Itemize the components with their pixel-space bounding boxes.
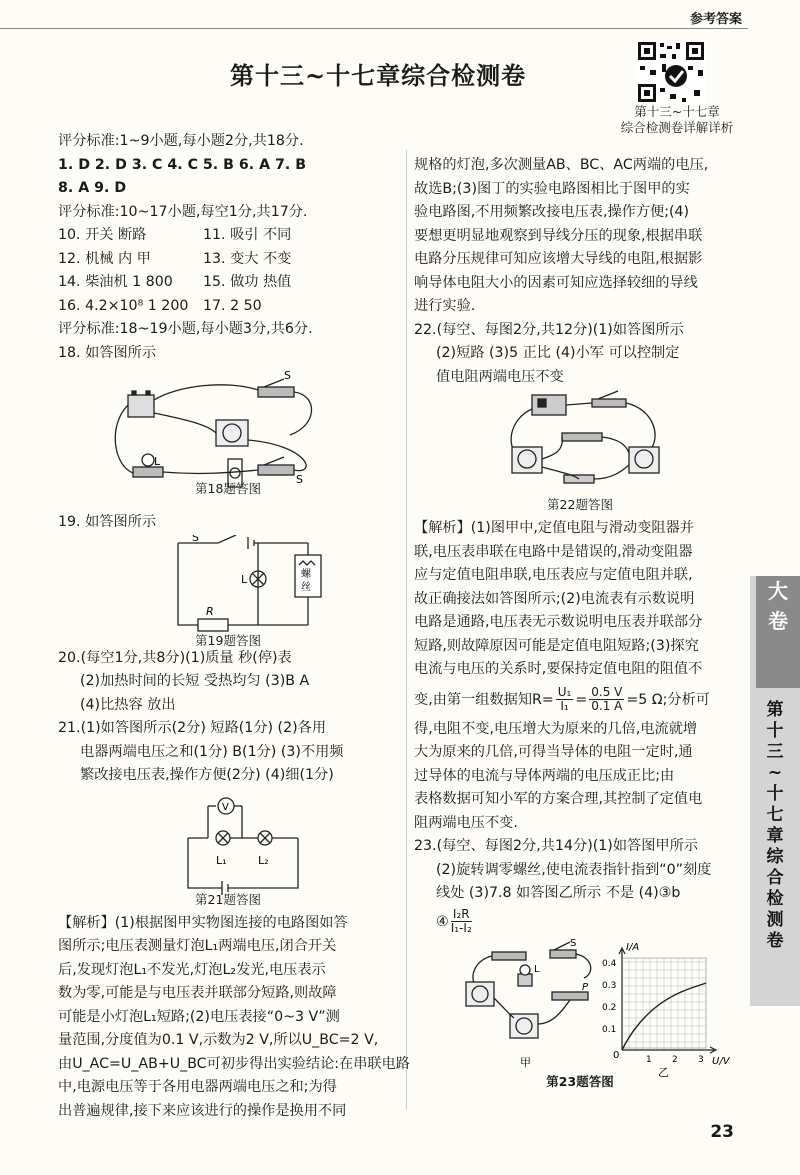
label-s1: S xyxy=(284,369,291,382)
analysis-21-continued: 规格的灯泡,多次测量AB、BC、AC两端的电压, xyxy=(414,157,709,173)
x-tick: 2 xyxy=(672,1054,678,1065)
figure-23 xyxy=(414,937,746,1089)
formula-text: ④ xyxy=(436,913,449,930)
analysis-21-continued: 要想更明显地观察到导线分压的现象,根据串联 xyxy=(414,227,703,244)
page-title: 第十三~十七章综合检测卷 xyxy=(230,61,527,90)
answer-19: 19. 如答图所示 xyxy=(58,514,157,530)
answer-23: (2)旋转调零螺丝,使电流表指针指到“0”刻度 xyxy=(436,861,712,878)
analysis-22: 大为原来的几倍,可得当导体的电阻一定时,通 xyxy=(414,744,693,760)
answer-line: 1. D 2. D 3. C 4. C 5. B 6. A 7. B xyxy=(58,156,307,173)
header-rule xyxy=(0,28,748,29)
analysis-21-continued: 验电路图,不用频繁改接电压表,操作方便;(4) xyxy=(414,204,690,220)
fraction-numerator: U₁ xyxy=(557,685,572,699)
answer-20: (2)加热时间的长短 受热均匀 (3)B A xyxy=(80,673,310,689)
y-tick: 0.4 xyxy=(602,958,617,969)
label-p: P xyxy=(582,981,589,993)
formula-text: 变,由第一组数据知R= xyxy=(414,691,554,708)
analysis-22: 短路,则故障原因可能是定值电阻短路;(3)探究 xyxy=(414,637,699,654)
figure-caption: 第18题答图 xyxy=(195,481,261,496)
analysis-21-continued: 故选B;(3)图丁的实验电路图相比于图甲的实 xyxy=(414,180,690,197)
analysis-21: 中,电源电压等于各用电器两端电压之和;为得 xyxy=(58,1079,337,1095)
qr-caption xyxy=(612,104,742,136)
answer-18: 18. 如答图所示 xyxy=(58,344,157,361)
side-tab-char: 测 xyxy=(766,910,784,930)
page-number: 23 xyxy=(710,1122,734,1142)
figure-18 xyxy=(58,365,398,505)
analysis-21: 图所示;电压表测量灯泡L₁两端电压,闭合开关 xyxy=(58,938,337,954)
figure-caption: 第19题答图 xyxy=(195,632,261,648)
analysis-21-continued: 进行实验. xyxy=(414,298,476,314)
analysis-22: 过导体的电流与导体两端的电压成正比;由 xyxy=(414,767,675,784)
analysis-21: 后,发现灯泡L₁不发光,灯泡L₂发光,电压表示 xyxy=(58,961,326,978)
label-coil: 螺 xyxy=(301,568,311,580)
label-v: V xyxy=(222,801,229,813)
header-tag: 参考答案 xyxy=(689,12,742,27)
answer-23: 23.(每空、每图2分,共14分)(1)如答图甲所示 xyxy=(414,838,698,854)
answer-15: 15. 做功 热值 xyxy=(203,274,292,290)
side-tab xyxy=(750,576,800,1006)
answer-22: (2)短路 (3)5 正比 (4)小军 可以控制定 xyxy=(436,345,680,361)
answer-14: 14. 柴油机 1 800 xyxy=(58,274,173,290)
side-tab-char: 检 xyxy=(766,889,784,909)
side-tab-char: 第 xyxy=(766,700,784,720)
analysis-22: 电流与电压的关系时,要保持定值电阻的阻值不 xyxy=(414,661,703,677)
label-jia: 甲 xyxy=(520,1055,531,1069)
side-tab-char: ~ xyxy=(767,763,783,783)
label-l1: L₁ xyxy=(216,853,227,867)
side-tab-char: 章 xyxy=(766,826,784,846)
qr-caption-line-2: 综合检测卷详解详析 xyxy=(620,120,734,135)
answer-21: 21.(1)如答图所示(2分) 短路(1分) (2)各用 xyxy=(58,720,327,736)
side-tab-char: 卷 xyxy=(766,931,784,951)
analysis-21-continued: 电路分压规律可知应该增大导线的电阻,根据影 xyxy=(414,251,703,267)
x-tick: 3 xyxy=(698,1054,704,1065)
x-tick-labels xyxy=(646,1055,704,1065)
analysis-21: 数为零,可能是与电压表并联部分短路,则故障 xyxy=(58,985,337,1001)
side-tab-char: 十 xyxy=(766,721,784,741)
answer-20: (4)比热容 放出 xyxy=(80,696,176,713)
label-l: L xyxy=(154,455,161,468)
label-l: L xyxy=(241,572,248,586)
y-tick: 0.1 xyxy=(602,1024,617,1035)
figure-caption: 第22题答图 xyxy=(547,497,613,512)
scoring-criteria: 评分标准:18~19小题,每小题3分,共6分. xyxy=(58,321,313,337)
fraction-numerator: 0.5 V xyxy=(591,685,623,699)
answer-16: 16. 4.2×10⁸ 1 200 xyxy=(58,297,189,314)
side-tab-vertical-text xyxy=(762,700,788,952)
analysis-22: 【解析】(1)图甲中,定值电阻与滑动变阻器并 xyxy=(414,520,694,536)
analysis-21: 由U_AC=U_AB+U_BC可初步得出实验结论:在串联电路 xyxy=(58,1055,410,1072)
answer-23: 线处 (3)7.8 如答图乙所示 不是 (4)③b xyxy=(436,885,681,901)
figure-caption: 第23题答图 xyxy=(546,1073,614,1089)
label-yi: 乙 xyxy=(658,1065,669,1079)
y-tick-labels xyxy=(602,959,617,1035)
label-l2: L₂ xyxy=(258,853,269,867)
side-tab-char: 十 xyxy=(766,784,784,804)
analysis-22: 电路是通路,电压表无示数说明电压表并联部分 xyxy=(414,614,703,630)
label-s: S xyxy=(192,534,199,544)
scoring-criteria: 评分标准:10~17小题,每空1分,共17分. xyxy=(58,203,308,220)
answer-20: 20.(每空1分,共8分)(1)质量 秒(停)表 xyxy=(58,649,292,666)
fraction-denominator: 0.1 A xyxy=(591,699,623,713)
graph-grid xyxy=(622,958,706,1050)
qr-caption-line-1: 第十三~十七章 xyxy=(634,104,720,119)
analysis-22: 表格数据可知小军的方案合理,其控制了定值电 xyxy=(414,791,703,807)
answer-21: 电器两端电压之和(1分) B(1分) (3)不用频 xyxy=(80,743,344,760)
analysis-22: 故正确接法如答图所示;(2)电流表有示数说明 xyxy=(414,590,695,607)
fraction-u1-i1 xyxy=(556,686,574,713)
right-column xyxy=(414,154,746,1089)
side-tab-char: 三 xyxy=(766,742,784,762)
label-s2: S xyxy=(296,473,303,486)
y-axis-label: I/A xyxy=(626,941,640,953)
label-coil: 丝 xyxy=(301,581,311,593)
side-tab-top-char: 大 xyxy=(768,579,788,603)
answer-11: 11. 吸引 不同 xyxy=(203,227,292,243)
column-divider xyxy=(406,150,407,1110)
label-l: L xyxy=(534,963,540,975)
answer-22: 值电阻两端电压不变 xyxy=(436,368,564,385)
analysis-22: 得,电阻不变,电压增大为原来的几倍,电流就增 xyxy=(414,720,698,737)
fraction-denominator: I₁-I₂ xyxy=(450,921,472,935)
side-tab-char: 综 xyxy=(766,847,784,867)
analysis-22: 阻两端电压不变. xyxy=(414,814,518,831)
figure-caption: 第21题答图 xyxy=(195,891,261,907)
answer-23-formula xyxy=(414,906,746,938)
scoring-criteria: 评分标准:1~9小题,每小题2分,共18分. xyxy=(58,133,304,149)
side-tab-top-char: 卷 xyxy=(768,609,788,633)
analysis-22: 应与定值电阻串联,电压表应与定值电阻并联, xyxy=(414,567,693,583)
answer-line: 8. A 9. D xyxy=(58,180,127,196)
analysis-21-continued: 响导体电阻大小的因素可知应选择较细的导线 xyxy=(414,274,698,291)
left-column xyxy=(58,130,410,1123)
label-s: S xyxy=(570,937,577,949)
x-axis-label: U/V xyxy=(712,1055,730,1067)
figure-21 xyxy=(58,788,398,908)
side-tab-label xyxy=(756,576,800,688)
analysis-21: 可能是小灯泡L₁短路;(2)电压表接“0~3 V”测 xyxy=(58,1008,340,1025)
analysis-22: 联,电压表串联在电路中是错误的,滑动变阻器 xyxy=(414,543,693,560)
fraction-denominator: I₁ xyxy=(560,699,569,713)
answer-21: 繁改接电压表,操作方便(2分) (4)细(1分) xyxy=(80,767,334,783)
fraction-i2r xyxy=(451,908,472,935)
y-tick: 0.3 xyxy=(602,980,617,991)
origin-label: 0 xyxy=(613,1049,620,1061)
side-tab-top-text xyxy=(756,576,800,636)
figure-22 xyxy=(414,389,746,513)
side-tab-char: 合 xyxy=(766,868,784,888)
answer-12: 12. 机械 内 甲 xyxy=(58,250,151,267)
formula-text: =5 Ω;分析可 xyxy=(626,691,710,708)
fraction-numerator: I₂R xyxy=(451,908,472,922)
y-tick: 0.2 xyxy=(602,1002,617,1013)
analysis-22-formula: 变,由第一组数据知R= $\frac{\text{U₁}}{\text{I₁}}$ = $\frac{0.5 V}{0.1 A}$ =5 Ω;分析可 xyxy=(414,685,710,713)
figure-23-drawing xyxy=(414,938,746,1086)
analysis-21: 量范围,分度值为0.1 V,示数为2 V,所以U_BC=2 V, xyxy=(58,1032,379,1048)
answer-10: 10. 开关 断路 xyxy=(58,227,147,243)
answer-17: 17. 2 50 xyxy=(203,297,262,314)
side-tab-char: 七 xyxy=(766,805,784,825)
answer-13: 13. 变大 不变 xyxy=(203,250,292,267)
label-r: R xyxy=(206,604,214,618)
x-tick: 1 xyxy=(646,1054,652,1065)
answer-22: 22.(每空、每图2分,共12分)(1)如答图所示 xyxy=(414,321,684,338)
qr-code[interactable] xyxy=(636,40,706,104)
fraction-values xyxy=(589,686,624,713)
analysis-21: 出普遍规律,接下来应该进行的操作是换用不同 xyxy=(58,1102,347,1119)
analysis-21: 【解析】(1)根据图甲实物图连接的电路图如答 xyxy=(58,914,348,931)
figure-19 xyxy=(58,535,398,647)
